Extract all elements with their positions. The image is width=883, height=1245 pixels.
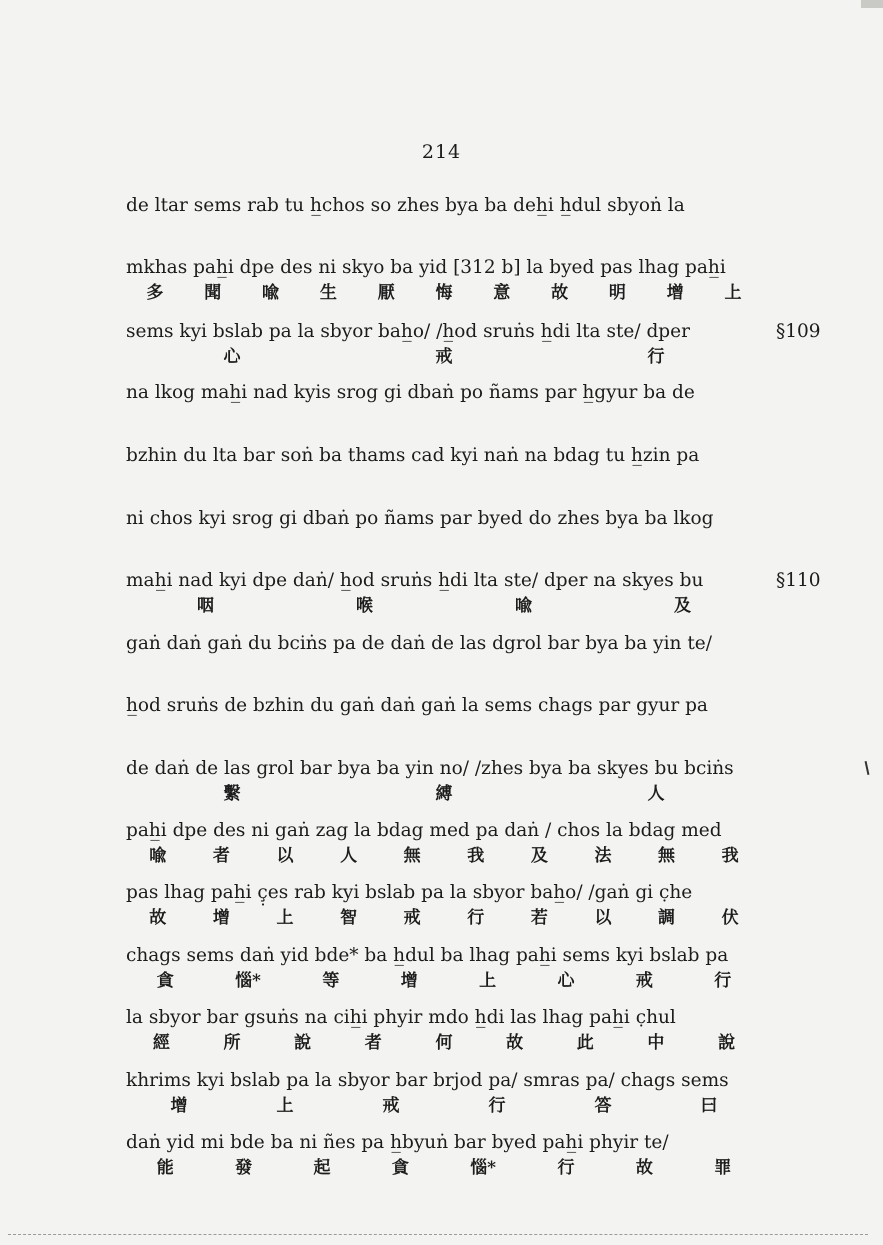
chinese-gloss-char: 此 <box>576 1033 594 1053</box>
chinese-gloss-char: 無 <box>403 846 421 866</box>
chinese-gloss-char: 惱* <box>470 1158 497 1178</box>
chinese-gloss-char: 增 <box>170 1096 188 1116</box>
text-line: ni chos kyi srog gi dbaṅ po ñams par byed do zhes bya ba lkog <box>126 508 714 529</box>
text-line: pah̲i dpe des ni gaṅ zag la bdag med pa daṅ / chos la bdag med <box>126 820 722 841</box>
chinese-gloss-char: 多 <box>146 283 164 303</box>
chinese-gloss-char: 貪 <box>391 1158 409 1178</box>
chinese-gloss-line <box>126 906 762 930</box>
chinese-gloss-line <box>126 281 762 305</box>
margin-tick-mark <box>865 761 870 775</box>
chinese-gloss-char: 生 <box>319 283 337 303</box>
chinese-gloss-char: 心 <box>223 347 241 367</box>
text-line: gaṅ daṅ gaṅ du bciṅs pa de daṅ de las dgrol bar bya ba yin te/ <box>126 633 712 654</box>
chinese-gloss-char: 答 <box>594 1096 612 1116</box>
text-line: de ltar sems rab tu h̲chos so zhes bya ba deh̲i h̲dul sbyoṅ la <box>126 195 685 216</box>
chinese-gloss-char: 上 <box>724 283 742 303</box>
text-line: na lkog mah̲i nad kyis srog gi dbaṅ po ñams par h̲gyur ba de <box>126 382 695 403</box>
chinese-gloss-char: 說 <box>718 1033 736 1053</box>
chinese-gloss-char: 增 <box>666 283 684 303</box>
chinese-gloss-char: 悔 <box>435 283 453 303</box>
chinese-gloss-char: 喩 <box>262 283 280 303</box>
chinese-gloss-char: 及 <box>674 596 691 616</box>
chinese-gloss-char: 聞 <box>204 283 222 303</box>
text-line: khrims kyi bslab pa la sbyor bar brjod pa/ smras pa/ chags sems <box>126 1070 729 1091</box>
text-line: la sbyor bar gsuṅs na cih̲i phyir mdo h̲di las lhag pah̲i c̣hul <box>126 1007 676 1028</box>
chinese-gloss-char: 伏 <box>721 908 739 928</box>
chinese-gloss-line <box>126 345 762 369</box>
page-number: 214 <box>421 141 462 163</box>
chinese-gloss-char: 起 <box>313 1158 331 1178</box>
chinese-gloss-char: 中 <box>647 1033 665 1053</box>
chinese-gloss-char: 行 <box>557 1158 575 1178</box>
margin-note-110: §110 <box>776 570 821 591</box>
chinese-gloss-char: 我 <box>467 846 485 866</box>
chinese-gloss-char: 心 <box>557 971 575 991</box>
chinese-gloss-char: 若 <box>530 908 548 928</box>
text-line: h̲od sruṅs de bzhin du gaṅ daṅ gaṅ la sems chags par gyur pa <box>126 695 708 716</box>
text-line: sems kyi bslab pa la sbyor bah̲o/ /h̲od sruṅs h̲di lta ste/ dper <box>126 321 690 342</box>
chinese-gloss-char: 咽 <box>197 596 214 616</box>
text-line: bzhin du lta bar soṅ ba thams cad kyi naṅ na bdag tu h̲zin pa <box>126 445 700 466</box>
chinese-gloss-char: 戒 <box>403 908 421 928</box>
chinese-gloss-char: 智 <box>340 908 358 928</box>
chinese-gloss-char: 喩 <box>515 596 532 616</box>
chinese-gloss-char: 喉 <box>356 596 373 616</box>
chinese-gloss-char: 及 <box>530 846 548 866</box>
text-line: de daṅ de las grol bar bya ba yin no/ /zhes bya ba skyes bu bciṅs <box>126 758 734 779</box>
chinese-gloss-char: 等 <box>322 971 340 991</box>
chinese-gloss-char: 增 <box>212 908 230 928</box>
chinese-gloss-line <box>126 1031 762 1055</box>
chinese-gloss-line <box>126 969 762 993</box>
chinese-gloss-char: 何 <box>435 1033 453 1053</box>
chinese-gloss-char: 厭 <box>377 283 395 303</box>
chinese-gloss-char: 故 <box>635 1158 653 1178</box>
bottom-rule <box>8 1234 868 1235</box>
chinese-gloss-char: 喩 <box>149 846 167 866</box>
chinese-gloss-char: 法 <box>594 846 612 866</box>
scan-corner-mark <box>861 0 883 8</box>
text-line: daṅ yid mi bde ba ni ñes pa h̲byuṅ bar byed pah̲i phyir te/ <box>126 1132 669 1153</box>
chinese-gloss-line <box>126 1094 762 1118</box>
chinese-gloss-char: 調 <box>658 908 676 928</box>
text-line: mkhas pah̲i dpe des ni skyo ba yid [312 b] la byed pas lhag pah̲i <box>126 257 726 278</box>
chinese-gloss-char: 以 <box>276 846 294 866</box>
margin-note-109: §109 <box>776 321 821 342</box>
chinese-gloss-char: 明 <box>608 283 626 303</box>
chinese-gloss-char: 戒 <box>635 971 653 991</box>
chinese-gloss-line <box>126 594 762 618</box>
chinese-gloss-char: 人 <box>647 784 665 804</box>
chinese-gloss-char: 人 <box>340 846 358 866</box>
text-line: mah̲i nad kyi dpe daṅ/ h̲od sruṅs h̲di lta ste/ dper na skyes bu <box>126 570 704 591</box>
chinese-gloss-char: 經 <box>152 1033 170 1053</box>
chinese-gloss-char: 故 <box>551 283 569 303</box>
chinese-gloss-char: 曰 <box>700 1096 718 1116</box>
chinese-gloss-char: 繫 <box>223 784 241 804</box>
chinese-gloss-char: 發 <box>235 1158 253 1178</box>
chinese-gloss-char: 者 <box>364 1033 382 1053</box>
chinese-gloss-char: 行 <box>714 971 732 991</box>
chinese-gloss-char: 以 <box>594 908 612 928</box>
chinese-gloss-char: 戒 <box>435 347 453 367</box>
chinese-gloss-char: 惱* <box>235 971 261 991</box>
chinese-gloss-char: 者 <box>212 846 230 866</box>
text-line: pas lhag pah̲i ç̣es rab kyi bslab pa la sbyor bah̲o/ /gaṅ gi c̣he <box>126 882 693 903</box>
chinese-gloss-line <box>126 844 762 868</box>
chinese-gloss-char: 戒 <box>382 1096 400 1116</box>
chinese-gloss-char: 縛 <box>435 784 453 804</box>
chinese-gloss-char: 上 <box>479 971 497 991</box>
chinese-gloss-char: 行 <box>488 1096 506 1116</box>
chinese-gloss-char: 增 <box>400 971 418 991</box>
chinese-gloss-char: 貪 <box>156 971 174 991</box>
chinese-gloss-char: 故 <box>506 1033 524 1053</box>
chinese-gloss-char: 故 <box>149 908 167 928</box>
chinese-gloss-char: 無 <box>658 846 676 866</box>
chinese-gloss-line <box>126 782 762 806</box>
chinese-gloss-char: 所 <box>223 1033 241 1053</box>
chinese-gloss-char: 我 <box>721 846 739 866</box>
chinese-gloss-char: 能 <box>156 1158 174 1178</box>
chinese-gloss-char: 行 <box>467 908 485 928</box>
chinese-gloss-char: 行 <box>647 347 665 367</box>
chinese-gloss-line <box>126 1156 762 1180</box>
chinese-gloss-char: 上 <box>276 1096 294 1116</box>
chinese-gloss-char: 意 <box>493 283 511 303</box>
chinese-gloss-char: 說 <box>294 1033 312 1053</box>
chinese-gloss-char: 罪 <box>714 1158 732 1178</box>
chinese-gloss-char: 上 <box>276 908 294 928</box>
text-line: chags sems daṅ yid bde* ba h̲dul ba lhag pah̲i sems kyi bslab pa <box>126 945 729 966</box>
